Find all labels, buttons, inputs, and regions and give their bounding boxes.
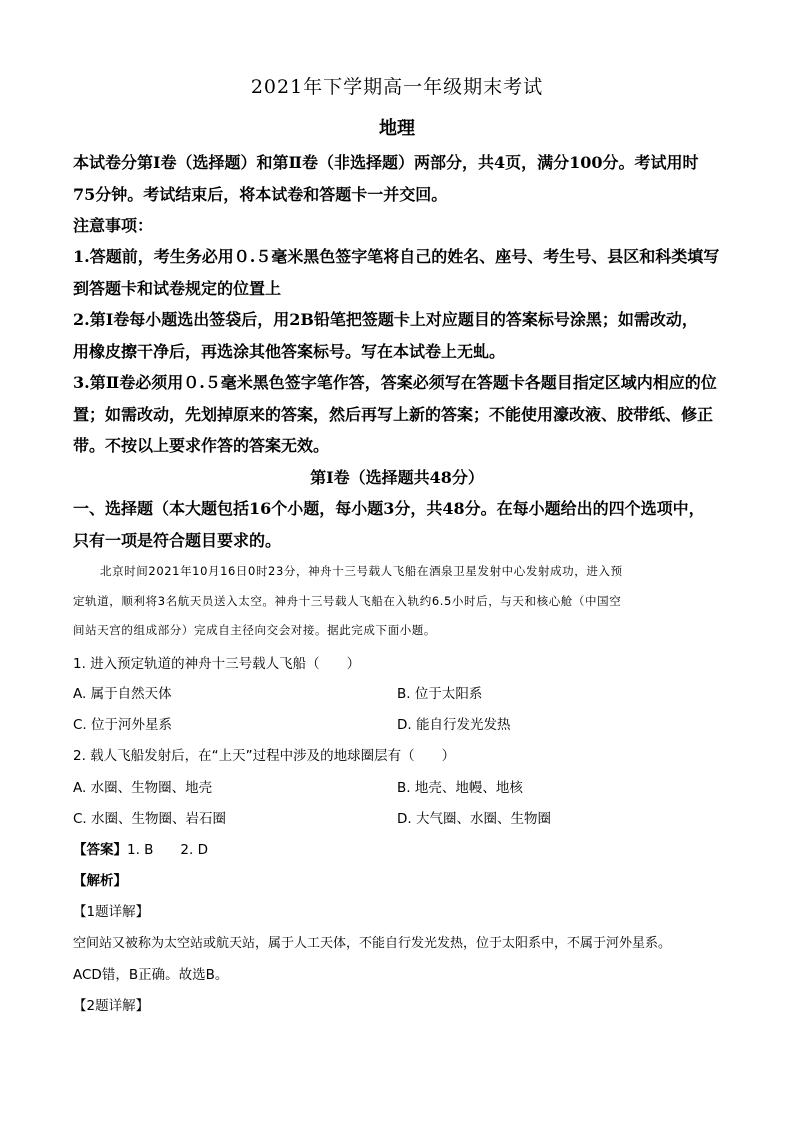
question-1-option-d: D. 能自行发光发热	[397, 717, 511, 733]
question-1-option-c: C. 位于河外星系	[73, 717, 173, 733]
q1-analysis-line-1: 空间站又被称为太空站或航天站，属于人工天体，不能自行发光发热，位于太阳系中，不属于河外星系。	[73, 936, 672, 951]
notice-item-2-line-2: 用橡皮擦干净后，再选涂其他答案标号。写在本试卷上无虬。	[73, 342, 506, 361]
answer-value: 1. B 2. D	[127, 842, 208, 858]
exam-title: 2021年下学期高一年级期末考试	[250, 76, 544, 98]
subject-title: 地理	[379, 118, 415, 139]
notice-item-3-line-2: 置；如需改动，先划掉原来的答案，然后再写上新的答案；不能使用濠改液、胶带纸、修正	[73, 405, 714, 424]
question-2-option-a: A. 水圈、生物圈、地壳	[73, 780, 213, 796]
notice-item-1-line-2: 到答题卡和试卷规定的位置上	[73, 279, 282, 298]
question-2-option-b: B. 地壳、地幔、地核	[397, 780, 523, 796]
notice-item-3-line-1: 3.第Ⅱ卷必须用０.５毫米黑色签字笔作答，答案必须写在答题卡各题目指定区域内相应的位	[73, 373, 717, 392]
question-1-option-b: B. 位于太阳系	[397, 686, 483, 702]
q1-analysis-line-2: ACD错，B正确。故选B。	[73, 967, 229, 983]
answer-line	[73, 838, 723, 858]
passage-line-1: 北京时间2021年10月16日0时23分，神舟十三号载人飞船在酒泉卫星发射中心发射成功，进入预	[100, 564, 623, 578]
q1-analysis-heading: 【1题详解】	[73, 904, 150, 920]
part1-heading: 第Ⅰ卷（选择题共48分）	[310, 468, 484, 487]
q2-analysis-heading: 【2题详解】	[73, 998, 150, 1014]
question-1-option-a: A. 属于自然天体	[73, 686, 172, 702]
analysis-label: 【解析】	[73, 873, 127, 889]
question-1-stem: 1. 进入预定轨道的神舟十三号载人飞船（ ）	[73, 656, 361, 672]
notice-item-1-line-1: 1.答题前，考生务必用０.５毫米黑色签字笔将自己的姓名、座号、考生号、县区和科类填写	[73, 247, 720, 266]
question-2-option-c: C. 水圈、生物圈、岩石圈	[73, 811, 227, 827]
intro-line-2: 75分钟。考试结束后，将本试卷和答题卡一并交回。	[73, 185, 448, 204]
passage-line-3: 间站天宫的组成部分）完成自主径向交会对接。据此完成下面小题。	[73, 623, 436, 637]
section-instruction-line-2: 只有一项是符合题目要求的。	[73, 531, 282, 550]
intro-line-1: 本试卷分第Ⅰ卷（选择题）和第Ⅱ卷（非选择题）两部分，共4页，满分100分。考试用时	[73, 153, 699, 172]
notice-label: 注意事项：	[73, 216, 154, 235]
question-2-stem: 2. 载人飞船发射后，在“上天”过程中涉及的地球圈层有（ ）	[73, 748, 456, 764]
passage-line-2: 定轨道，顺利将3名航天员送入太空。神舟十三号载人飞船在入轨约6.5小时后，与天和核心舱（中国空	[73, 594, 622, 608]
question-2-option-d: D. 大气圈、水圈、生物圈	[397, 811, 551, 827]
answer-label: 【答案】	[73, 842, 127, 858]
notice-item-2-line-1: 2.第Ⅰ卷每小题选出签袋后，用2B铅笔把签题卡上对应题目的答案标号涂黑；如需改动，	[73, 310, 698, 329]
section-instruction-line-1: 一、选择题（本大题包括16个小题，每小题3分，共48分。在每小题给出的四个选项中，	[73, 499, 705, 518]
notice-item-3-line-3: 带。不按以上要求作答的答案无效。	[73, 436, 330, 455]
